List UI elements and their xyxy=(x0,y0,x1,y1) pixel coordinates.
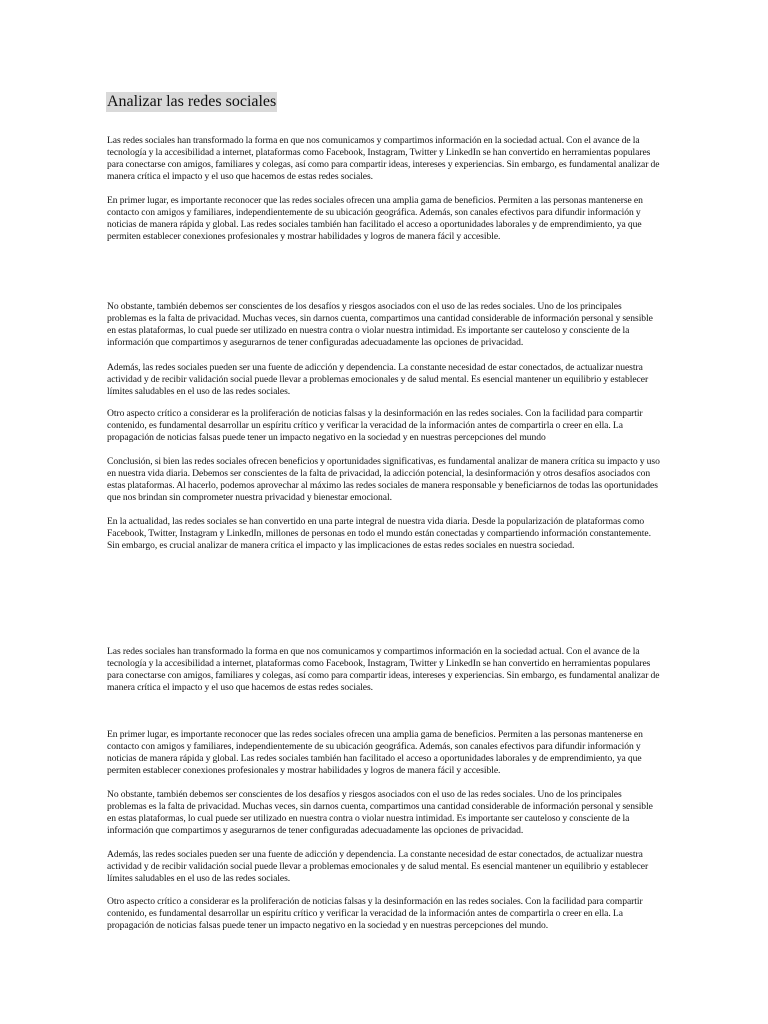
paragraph-2: En primer lugar, es importante reconocer que las redes sociales ofrecen una amplia gama de beneficios. Permiten a las personas mantenerse en contacto con amigos y familiares, independientemente de su ubicación geográfica. Además, son canales efectivos para difundir información y noticias de manera rápida y global. Las redes sociales también han facilitado el acceso a oportunidades laborales y de emprendimiento, ya que permiten establecer conexiones profesionales y mostrar habilidades y logros de manera fácil y accesible. xyxy=(107,195,643,242)
paragraph-5: Otro aspecto crítico a considerar es la proliferación de noticias falsas y la desinformación en las redes sociales. Con la facilidad para compartir contenido, es fundamental desarrollar un espíritu crítico y verificar la veracidad de la información antes de compartirla o creer en ella. La propagación de noticias falsas puede tener un impacto negativo en la sociedad y en nuestras percepciones del mundo xyxy=(107,408,643,443)
paragraph-12: Otro aspecto crítico a considerar es la proliferación de noticias falsas y la desinformación en las redes sociales. Con la facilidad para compartir contenido, es fundamental desarrollar un espíritu crítico y verificar la veracidad de la información antes de compartirla o creer en ella. La propagación de noticias falsas puede tener un impacto negativo en la sociedad y en nuestras percepciones del mundo. xyxy=(107,896,643,931)
paragraph-3: No obstante, también debemos ser conscientes de los desafíos y riesgos asociados con el uso de las redes sociales. Uno de los principales problemas es la falta de privacidad. Muchas veces, sin darnos cuenta, compartimos una cantidad considerable de información personal y sensible en estas plataformas, lo cual puede ser utilizado en nuestra contra o violar nuestra intimidad. Es importante ser cauteloso y consciente de la información que compartimos y asegurarnos de tener configuradas adecuadamente las opciones de privacidad. xyxy=(107,301,653,348)
paragraph-8: Las redes sociales han transformado la forma en que nos comunicamos y compartimos información en la sociedad actual. Con el avance de la tecnología y la accesibilidad a internet, plataformas como Facebook, Instagram, Twitter y LinkedIn se han convertido en herramientas populares para conectarse con amigos, familiares y colegas, así como para compartir ideas, intereses y experiencias. Sin embargo, es fundamental analizar de manera crítica el impacto y el uso que hacemos de estas redes sociales. xyxy=(107,646,660,693)
paragraph-7: En la actualidad, las redes sociales se han convertido en una parte integral de nuestra vida diaria. Desde la popularización de plataformas como Facebook, Twitter, Instagram y LinkedIn, millones de personas en todo el mundo están conectadas y compartiendo información constantemente. Sin embargo, es crucial analizar de manera crítica el impacto y las implicaciones de estas redes sociales en nuestra sociedad. xyxy=(107,516,651,551)
document-title: Analizar las redes sociales xyxy=(107,93,277,110)
paragraph-6: Conclusión, si bien las redes sociales ofrecen beneficios y oportunidades significativas, es fundamental analizar de manera crítica su impacto y uso en nuestra vida diaria. Debemos ser conscientes de la falta de privacidad, la adicción potencial, la desinformación y otros desafíos asociados con estas plataformas. Al hacerlo, podemos aprovechar al máximo las redes sociales de manera responsable y beneficiarnos de todas las oportunidades que nos brindan sin comprometer nuestra privacidad y bienestar emocional. xyxy=(107,456,660,503)
paragraph-4: Además, las redes sociales pueden ser una fuente de adicción y dependencia. La constante necesidad de estar conectados, de actualizar nuestra actividad y de recibir validación social puede llevar a problemas emocionales y de salud mental. Es esencial mantener un equilibrio y establecer límites saludables en el uso de las redes sociales. xyxy=(107,362,649,397)
paragraph-11: Además, las redes sociales pueden ser una fuente de adicción y dependencia. La constante necesidad de estar conectados, de actualizar nuestra actividad y de recibir validación social puede llevar a problemas emocionales y de salud mental. Es esencial mantener un equilibrio y establecer límites saludables en el uso de las redes sociales. xyxy=(107,849,649,884)
paragraph-1: Las redes sociales han transformado la forma en que nos comunicamos y compartimos información en la sociedad actual. Con el avance de la tecnología y la accesibilidad a internet, plataformas como Facebook, Instagram, Twitter y LinkedIn se han convertido en herramientas populares para conectarse con amigos, familiares y colegas, así como para compartir ideas, intereses y experiencias. Sin embargo, es fundamental analizar de manera crítica el impacto y el uso que hacemos de estas redes sociales. xyxy=(107,135,660,182)
paragraph-10: No obstante, también debemos ser conscientes de los desafíos y riesgos asociados con el uso de las redes sociales. Uno de los principales problemas es la falta de privacidad. Muchas veces, sin darnos cuenta, compartimos una cantidad considerable de información personal y sensible en estas plataformas, lo cual puede ser utilizado en nuestra contra o violar nuestra intimidad. Es importante ser cauteloso y consciente de la información que compartimos y asegurarnos de tener configuradas adecuadamente las opciones de privacidad. xyxy=(107,789,653,836)
paragraph-9: En primer lugar, es importante reconocer que las redes sociales ofrecen una amplia gama de beneficios. Permiten a las personas mantenerse en contacto con amigos y familiares, independientemente de su ubicación geográfica. Además, son canales efectivos para difundir información y noticias de manera rápida y global. Las redes sociales también han facilitado el acceso a oportunidades laborales y de emprendimiento, ya que permiten establecer conexiones profesionales y mostrar habilidades y logros de manera fácil y accesible. xyxy=(107,729,643,776)
